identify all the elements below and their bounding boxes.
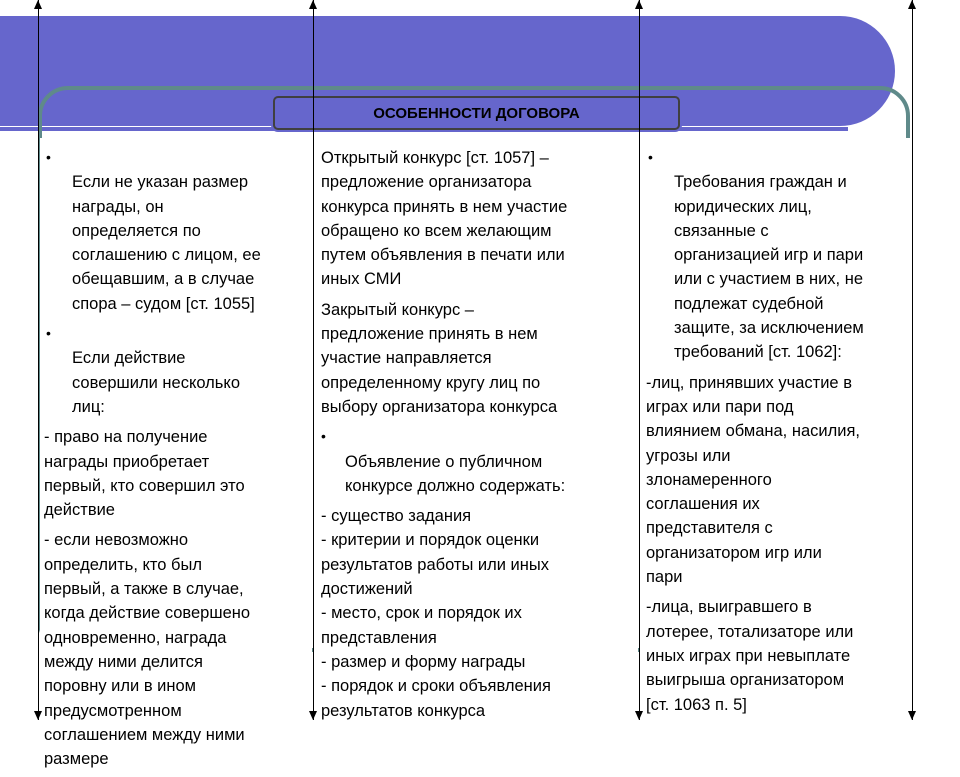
page-title: ОСОБЕННОСТИ ДОГОВОРА bbox=[273, 96, 680, 130]
bullet-icon: • bbox=[46, 149, 51, 165]
paragraph: - право на получение награды приобретает первый, кто совершил это действие bbox=[44, 428, 245, 520]
paragraph: -лица, выигравшего в лотерее, тотализаторе или иных играх при невыплате выигрыша организатором [ст. 1063 п. 5] bbox=[646, 598, 854, 714]
list-item bbox=[646, 146, 910, 365]
list-item-text: Требования граждан и юридических лиц, связанные с организацией игр и пари или с участием в них, не подлежат судебной защите, за исключением требований [ст. 1062]: bbox=[674, 173, 864, 362]
column-divider-1 bbox=[313, 0, 314, 720]
list-item bbox=[321, 425, 637, 498]
paragraph: Открытый конкурс [ст. 1057] – предложение организатора конкурса принять в нем участие обращено ко всем желающим путем объявления в печати или иных СМИ bbox=[321, 149, 568, 289]
column-divider-2 bbox=[639, 0, 640, 720]
list-item-text: Объявление о публичном конкурсе должно содержать: bbox=[345, 452, 566, 495]
bullet-icon: • bbox=[648, 149, 653, 165]
column-divider-right bbox=[912, 0, 913, 720]
list-item bbox=[44, 322, 308, 419]
list-item-text: Если действие совершили несколько лиц: bbox=[72, 349, 240, 416]
column-contest bbox=[321, 146, 637, 729]
bullet-icon: • bbox=[321, 428, 326, 445]
column-reward bbox=[44, 146, 308, 777]
list-item-text: Если не указан размер награды, он определяется по соглашению с лицом, ее обещавшим, а в случае спора – судом [ст. 1055] bbox=[72, 173, 261, 313]
paragraph: Закрытый конкурс – предложение принять в нем участие направляется определенному кругу лиц по выбору организатора конкурса bbox=[321, 300, 558, 416]
list-item bbox=[44, 146, 308, 316]
column-divider-left bbox=[38, 0, 39, 720]
paragraph: - существо задания - критерии и порядок оценки результатов работы или иных достижений - место, срок и порядок их представления - размер и форму награды - порядок и сроки объявления результатов конкурса bbox=[321, 507, 551, 720]
bullet-icon: • bbox=[46, 325, 51, 342]
paragraph: -лиц, принявших участие в играх или пари под влиянием обмана, насилия, угрозы или злонамеренного соглашения их представителя с организатором игр или пари bbox=[646, 373, 860, 587]
column-games bbox=[646, 146, 910, 723]
paragraph: - если невозможно определить, кто был первый, а также в случае, когда действие совершено одновременно, награда между ними делится поровну или в ином предусмотренном соглашением между ними размере bbox=[44, 531, 251, 769]
